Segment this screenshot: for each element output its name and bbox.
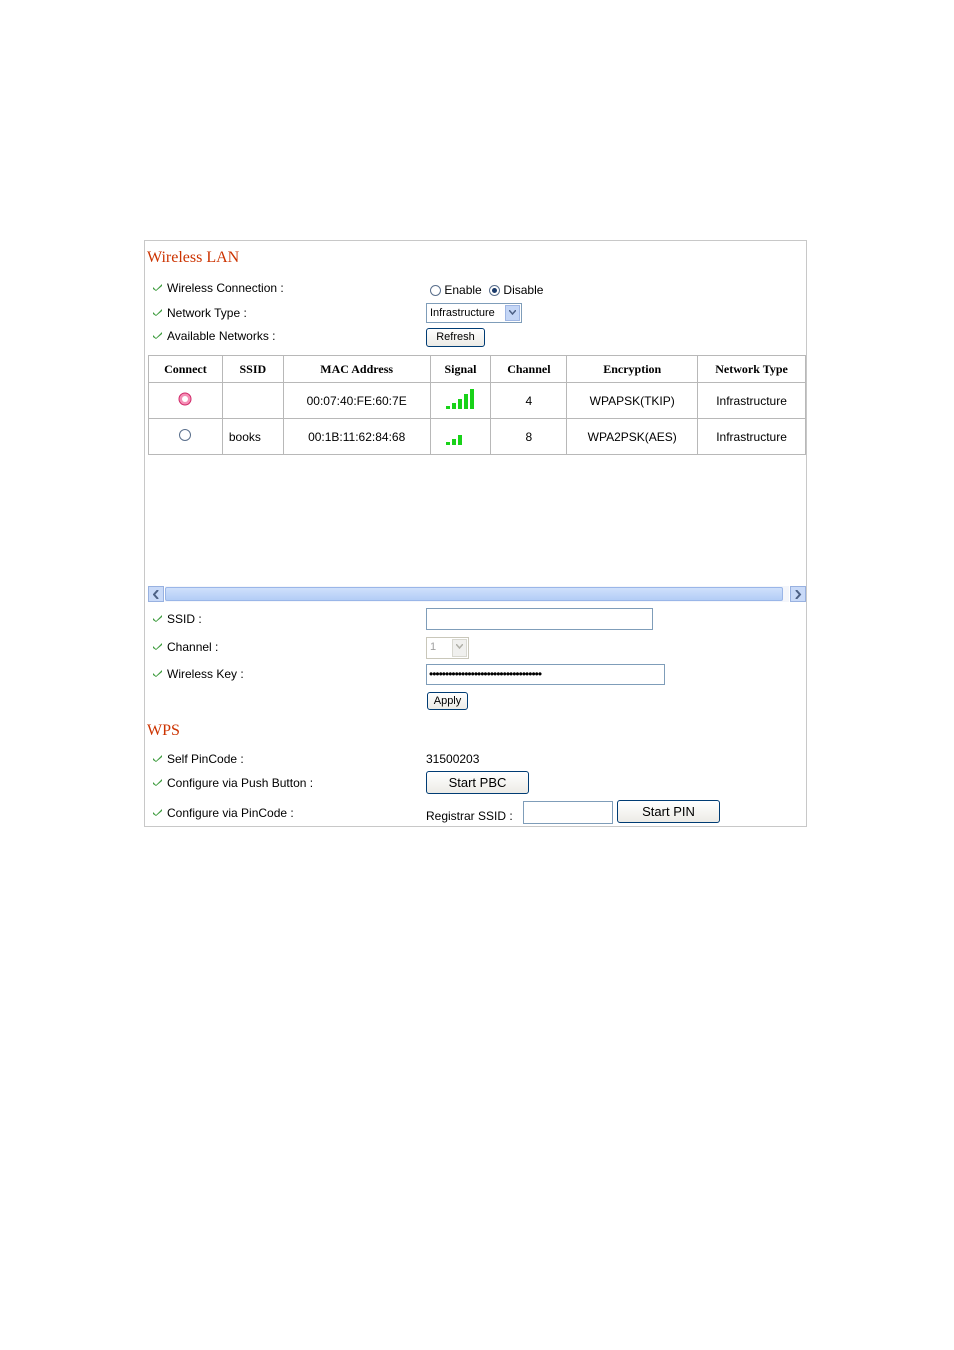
wireless-key-input[interactable] bbox=[426, 664, 665, 685]
ssid-label: SSID : bbox=[167, 612, 202, 626]
signal-cell bbox=[430, 383, 491, 419]
push-button-label: Configure via Push Button : bbox=[167, 776, 314, 790]
wireless-connection-label: Wireless Connection : bbox=[167, 281, 284, 295]
column-header-connect: Connect bbox=[149, 356, 223, 383]
ssid-cell bbox=[222, 383, 283, 419]
signal-cell bbox=[430, 419, 491, 455]
channel-select[interactable] bbox=[426, 637, 469, 659]
column-header-encryption: Encryption bbox=[567, 356, 698, 383]
connect-radio-selected[interactable] bbox=[178, 392, 192, 406]
enable-radio[interactable] bbox=[430, 285, 441, 296]
column-header-signal: Signal bbox=[430, 356, 491, 383]
available-networks-table bbox=[148, 355, 806, 455]
bullet-check-icon bbox=[153, 809, 162, 816]
self-pincode-value: 31500203 bbox=[426, 752, 480, 766]
available-networks-label: Available Networks : bbox=[167, 329, 276, 343]
mac-address-cell: 00:07:40:FE:60:7E bbox=[283, 383, 430, 419]
signal-strength-icon bbox=[445, 424, 477, 446]
scroll-right-button[interactable] bbox=[790, 586, 806, 602]
encryption-cell: WPA2PSK(AES) bbox=[567, 419, 698, 455]
channel-cell: 4 bbox=[491, 383, 567, 419]
table-header-row bbox=[149, 356, 806, 383]
connect-cell bbox=[149, 383, 223, 419]
disable-label: Disable bbox=[503, 283, 544, 297]
chevron-left-icon bbox=[153, 590, 160, 599]
chevron-right-icon bbox=[795, 590, 802, 599]
registrar-ssid-label: Registrar SSID : bbox=[426, 809, 513, 823]
bullet-check-icon bbox=[153, 309, 162, 316]
bullet-check-icon bbox=[153, 779, 162, 786]
bullet-check-icon bbox=[153, 755, 162, 762]
networks-horizontal-scrollbar[interactable] bbox=[148, 586, 806, 602]
registrar-ssid-input[interactable] bbox=[523, 801, 613, 824]
pincode-label: Configure via PinCode : bbox=[167, 806, 294, 820]
channel-value: 1 bbox=[430, 641, 437, 653]
enable-label: Enable bbox=[444, 283, 482, 297]
scroll-thumb[interactable] bbox=[165, 587, 783, 601]
bullet-check-icon bbox=[153, 615, 162, 622]
column-header-ssid: SSID bbox=[222, 356, 283, 383]
wireless-lan-title: Wireless LAN bbox=[147, 249, 240, 266]
start-pin-button[interactable]: Start PIN bbox=[617, 800, 720, 823]
connect-radio[interactable] bbox=[178, 428, 192, 442]
network-type-label: Network Type : bbox=[167, 306, 247, 320]
network-type-cell: Infrastructure bbox=[698, 419, 806, 455]
mac-address-cell: 00:1B:11:62:84:68 bbox=[283, 419, 430, 455]
bullet-check-icon bbox=[153, 643, 162, 650]
table-row[interactable] bbox=[149, 419, 806, 455]
ssid-cell: books bbox=[222, 419, 283, 455]
chevron-down-icon bbox=[452, 639, 467, 657]
network-type-cell: Infrastructure bbox=[698, 383, 806, 419]
wps-title: WPS bbox=[147, 722, 180, 739]
wireless-settings-panel bbox=[144, 240, 807, 827]
self-pincode-label: Self PinCode : bbox=[167, 752, 244, 766]
bullet-check-icon bbox=[153, 670, 162, 677]
start-pbc-button[interactable]: Start PBC bbox=[426, 771, 529, 794]
encryption-cell: WPAPSK(TKIP) bbox=[567, 383, 698, 419]
column-header-channel: Channel bbox=[491, 356, 567, 383]
channel-label: Channel : bbox=[167, 640, 219, 654]
column-header-mac-address: MAC Address bbox=[283, 356, 430, 383]
bullet-check-icon bbox=[153, 332, 162, 339]
apply-button[interactable]: Apply bbox=[427, 692, 468, 710]
connect-cell bbox=[149, 419, 223, 455]
column-header-network-type: Network Type bbox=[698, 356, 806, 383]
network-type-value: Infrastructure bbox=[430, 307, 495, 319]
wireless-key-label: Wireless Key : bbox=[167, 667, 244, 681]
wireless-connection-options bbox=[430, 283, 543, 297]
chevron-down-icon bbox=[505, 305, 520, 321]
signal-strength-icon bbox=[445, 388, 477, 410]
scroll-track[interactable] bbox=[165, 586, 789, 602]
channel-cell: 8 bbox=[491, 419, 567, 455]
ssid-input[interactable] bbox=[426, 608, 653, 630]
network-type-select[interactable] bbox=[426, 303, 522, 323]
refresh-button[interactable]: Refresh bbox=[426, 328, 485, 347]
disable-radio[interactable] bbox=[489, 285, 500, 296]
table-row[interactable] bbox=[149, 383, 806, 419]
wireless-key-value: ••••••••••••••••••••••••••••••••••• bbox=[429, 667, 542, 681]
scroll-left-button[interactable] bbox=[148, 586, 164, 602]
bullet-check-icon bbox=[153, 284, 162, 291]
